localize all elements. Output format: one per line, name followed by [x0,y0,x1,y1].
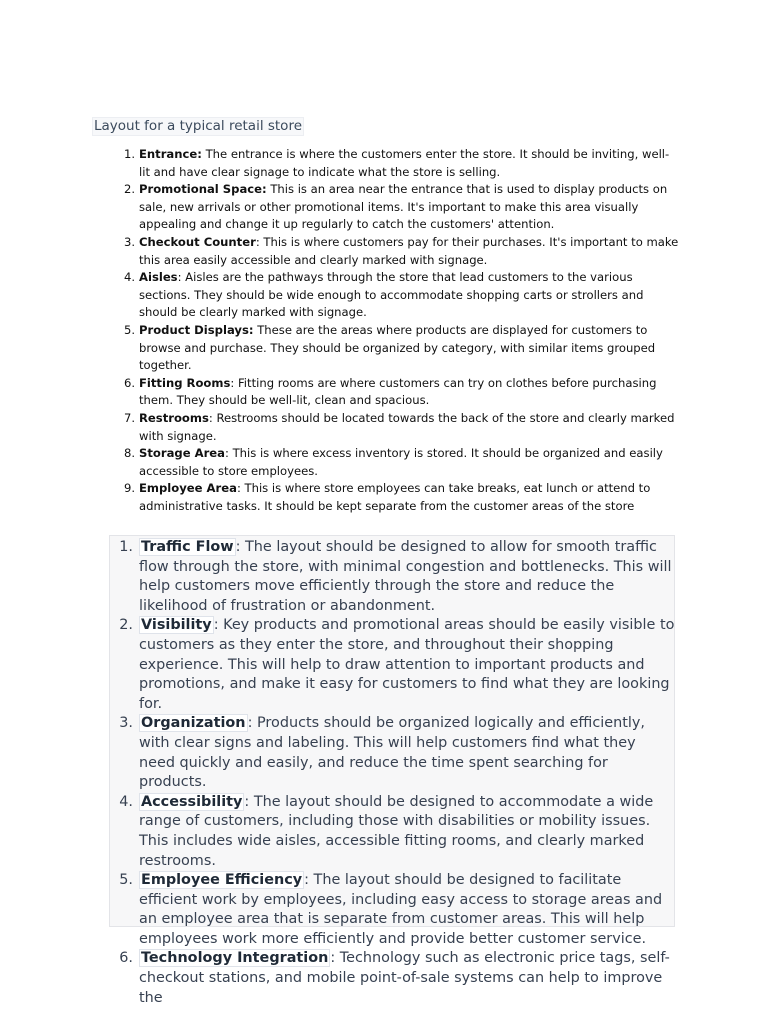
list-item-text: : Key products and promotional areas should be easily visible to customers as they enter the store, and throughout their shopping experience. This will help to draw attention to important products and promotions, and make it easy for customers to find what they are looking for. [139,617,675,712]
list-item [123,322,679,375]
list-item-number: 6. [119,950,133,967]
list-item-text: : This is where excess inventory is stored. It should be organized and easily accessible to store employees. [139,446,663,478]
list-item-term: Visibility [141,617,212,634]
list-item-text: : This is where customers pay for their purchases. It's important to make this area easily accessible and clearly marked with signage. [139,234,679,267]
list-item-term: Restrooms [139,410,209,425]
list-item [119,538,675,616]
list-item-number: 5. [119,872,133,889]
list-item [123,410,679,445]
list-item [119,793,675,871]
list-item-term: Aisles [139,270,178,285]
list-item [123,146,679,181]
list-item-number: 4. [123,270,135,285]
list-item-term: Accessibility [141,793,243,810]
page-title: Layout for a typical retail store [94,118,303,134]
list-item [119,714,675,792]
list-item-term: Organization [141,715,246,732]
layout-goals-list [119,538,675,1008]
list-item-term: Product Displays: [139,322,254,337]
list-item-number: 2. [123,182,135,197]
list-item-text: : Products should be organized logically and efficiently, with clear signs and labeling. This will help customers find what they need quickly and easily, and reduce the time spent searching for products. [139,715,645,791]
list-item-text: : Aisles are the pathways through the store that lead customers to the various sections. They should be wide enough to accommodate shopping carts or strollers and should be clearly marked with signage. [139,270,644,320]
list-item [119,871,675,949]
list-item [123,480,679,515]
list-item-number: 2. [119,617,133,634]
list-item [123,445,679,480]
list-item [123,234,679,269]
store-areas-list [123,146,679,515]
list-item-text: These are the areas where products are displayed for customers to browse and purchase. They should be organized by category, with similar items grouped together. [139,322,656,373]
list-item-term: Promotional Space: [139,182,267,197]
list-item-text: : Restrooms should be located towards the back of the store and clearly marked with signage. [139,410,675,443]
list-item-text: : The layout should be designed to allow for smooth traffic flow through the store, with minimal congestion and bottlenecks. This will help customers move efficiently through the store and reduce the likelihood of frustration or abandonment. [139,539,672,614]
layout-goals-panel [109,535,675,1006]
list-item [123,269,679,322]
list-item-number: 9. [123,481,135,496]
list-item [119,616,675,714]
list-item-number: 3. [119,715,133,732]
list-item-number: 5. [123,322,135,337]
list-item-term: Technology Integration [141,950,329,967]
list-item [123,375,679,410]
list-item-number: 7. [123,410,135,425]
list-item-term: Employee Efficiency [141,872,303,889]
list-item-number: 1. [123,147,135,161]
list-item-term: Traffic Flow [141,539,234,555]
list-item-text: : Technology such as electronic price tags, self-checkout stations, and mobile point-of-sale systems can help to improve the [139,950,670,1006]
list-item-text: : This is where store employees can take breaks, eat lunch or attend to administrative tasks. It should be kept separate from the customer areas of the store [139,481,651,513]
list-item-term: Checkout Counter [139,234,256,249]
list-item [119,949,675,1008]
list-item-text: This is an area near the entrance that is used to display products on sale, new arrivals or other promotional items. It's important to make this area visually appealing and change it up regularly to catch the customers' attention. [139,182,668,232]
list-item-text: The entrance is where the customers enter the store. It should be inviting, well-lit and have clear signage to indicate what the store is selling. [139,147,670,179]
list-item-term: Storage Area [139,446,225,461]
list-item-text: : The layout should be designed to accommodate a wide range of customers, including those with disabilities or mobility issues. This includes wide aisles, accessible fitting rooms, and clearly marked restrooms. [139,793,654,869]
list-item-number: 1. [119,539,133,555]
list-item-term: Employee Area [139,481,237,496]
list-item-text: : The layout should be designed to facilitate efficient work by employees, including easy access to storage areas and an employee area that is separate from customer areas. This will help employees work more efficiently and provide better customer service. [139,872,663,947]
list-item-number: 6. [123,375,135,390]
list-item-term: Entrance: [139,147,202,161]
list-item-term: Fitting Rooms [139,375,231,390]
list-item-text: : Fitting rooms are where customers can try on clothes before purchasing them. They should be well-lit, clean and spacious. [139,375,657,408]
list-item-number: 3. [123,234,135,249]
list-item-number: 8. [123,446,135,461]
list-item [123,181,679,234]
list-item-number: 4. [119,793,133,810]
